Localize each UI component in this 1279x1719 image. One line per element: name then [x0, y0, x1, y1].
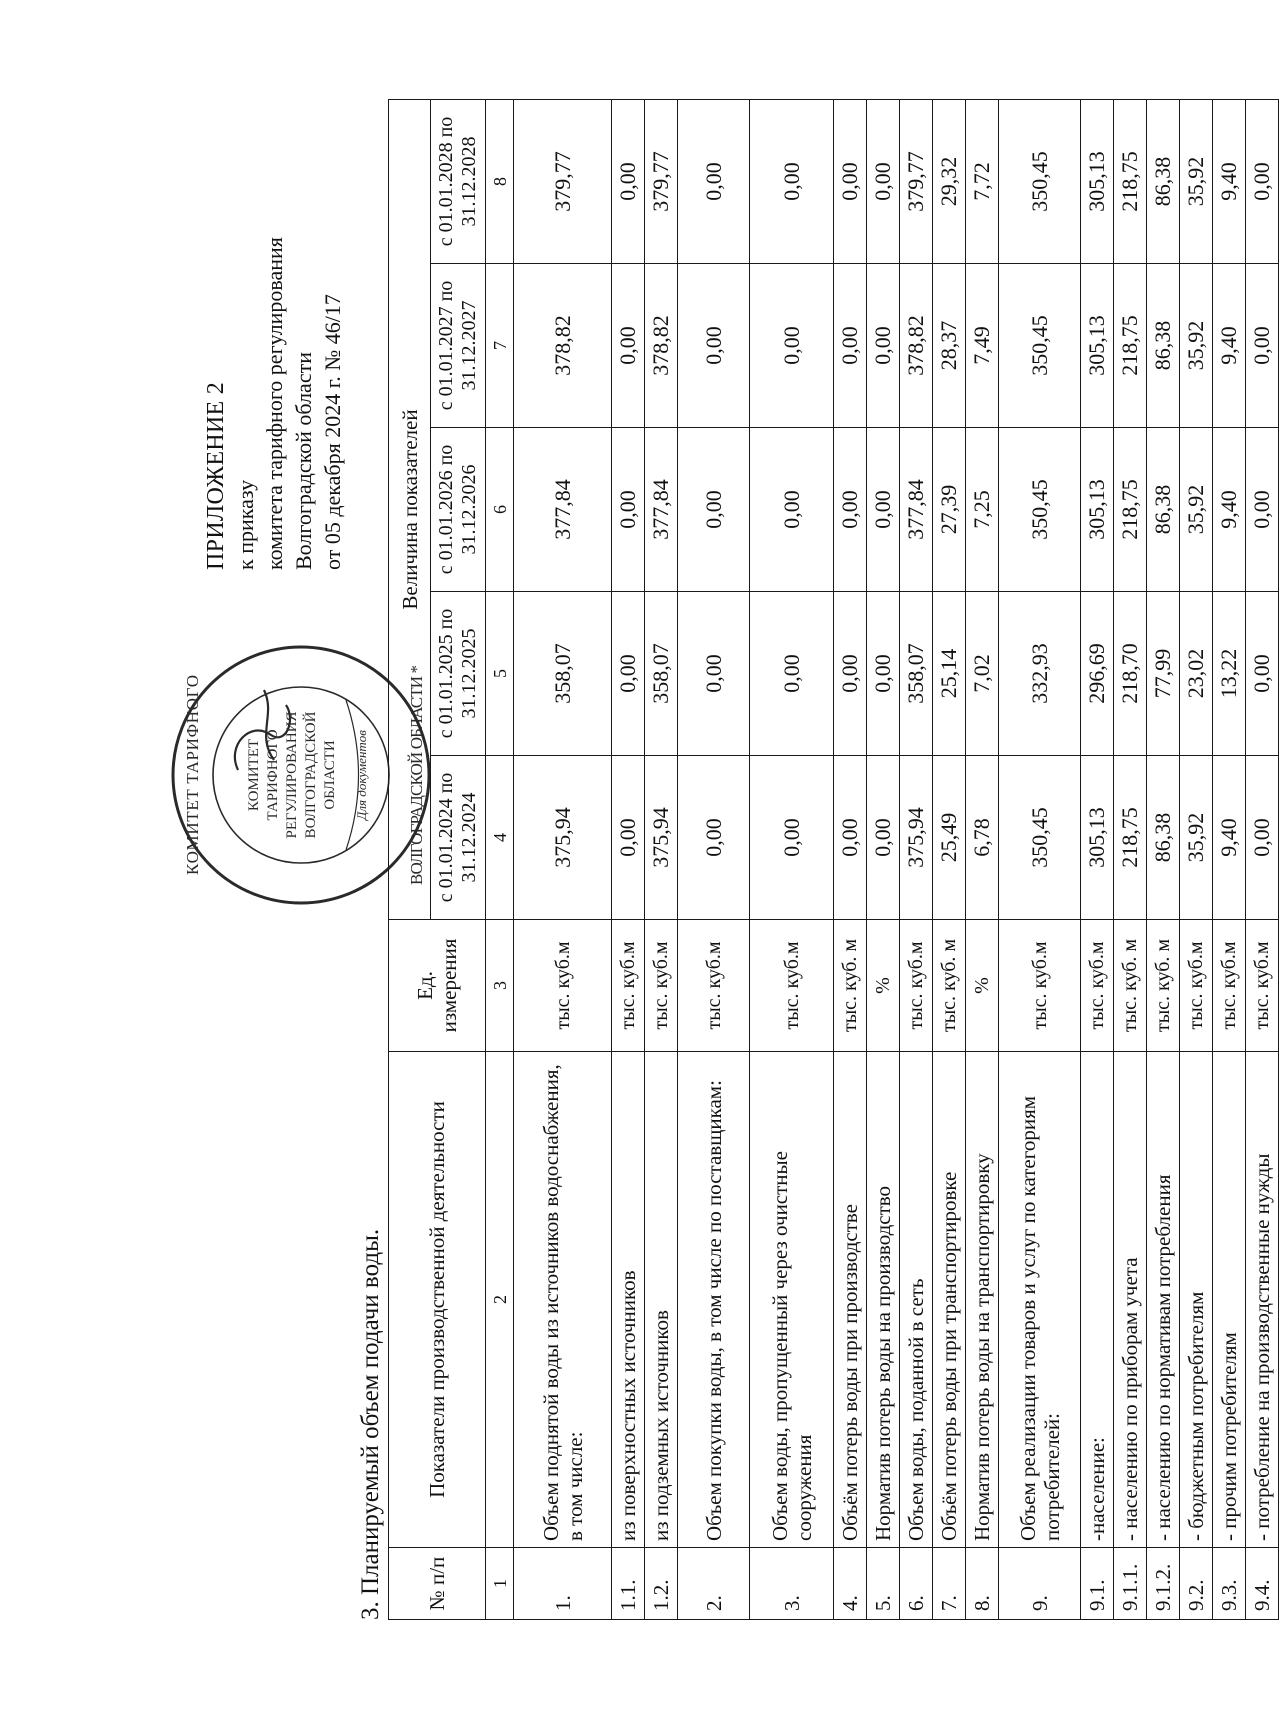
row-value: 0,00: [867, 592, 900, 756]
row-value: 13,22: [1213, 592, 1246, 756]
row-value: 332,93: [999, 592, 1081, 756]
row-value: 0,00: [834, 99, 867, 263]
row-indicator: -население:: [1081, 1052, 1114, 1548]
row-number: 9.3.: [1213, 1548, 1246, 1620]
row-value: 0,00: [612, 264, 645, 428]
row-value: 0,00: [612, 428, 645, 592]
row-value: 0,00: [678, 428, 750, 592]
row-value: 218,75: [1114, 428, 1147, 592]
row-value: 350,45: [999, 756, 1081, 920]
row-value: 9,40: [1213, 264, 1246, 428]
row-unit: тыс. куб.м: [645, 920, 678, 1052]
table-row: [1213, 99, 1246, 1619]
row-number: 9.: [999, 1548, 1081, 1620]
row-number: 9.4.: [1246, 1548, 1279, 1620]
header-period-2025: с 01.01.2025 по 31.12.2025: [431, 592, 486, 756]
row-indicator: Объём потерь воды при производстве: [834, 1052, 867, 1548]
row-value: 305,13: [1081, 428, 1114, 592]
row-value: 0,00: [678, 756, 750, 920]
row-value: 0,00: [612, 756, 645, 920]
row-value: 86,38: [1147, 756, 1180, 920]
table-row: [933, 99, 966, 1619]
row-value: 379,77: [514, 99, 612, 263]
row-value: 218,75: [1114, 264, 1147, 428]
row-value: 377,84: [645, 428, 678, 592]
row-unit: тыс. куб.м: [999, 920, 1081, 1052]
table-row: [966, 99, 999, 1619]
row-value: 6,78: [966, 756, 999, 920]
table-row: [645, 99, 678, 1619]
row-indicator: из подземных источников: [645, 1052, 678, 1548]
row-number: 9.2.: [1180, 1548, 1213, 1620]
row-unit: тыс. куб.м: [750, 920, 834, 1052]
row-value: 35,92: [1180, 428, 1213, 592]
row-value: 0,00: [612, 592, 645, 756]
row-unit: тыс. куб. м: [1114, 920, 1147, 1052]
row-value: 0,00: [750, 428, 834, 592]
row-value: 350,45: [999, 264, 1081, 428]
row-value: 305,13: [1081, 99, 1114, 263]
row-value: 0,00: [1246, 428, 1279, 592]
row-value: 25,49: [933, 756, 966, 920]
column-number: 3: [486, 920, 514, 1052]
row-unit: тыс. куб. м: [1147, 920, 1180, 1052]
row-unit: тыс. куб. м: [834, 920, 867, 1052]
row-unit: %: [867, 920, 900, 1052]
row-number: 9.1.2.: [1147, 1548, 1180, 1620]
row-number: 8.: [966, 1548, 999, 1620]
row-value: 0,00: [750, 99, 834, 263]
row-indicator: Объем покупки воды, в том числе по поставщикам:: [678, 1052, 750, 1548]
row-value: 0,00: [867, 428, 900, 592]
table-row: [612, 99, 645, 1619]
header-period-2024: с 01.01.2024 по 31.12.2024: [431, 756, 486, 920]
row-value: 350,45: [999, 428, 1081, 592]
row-unit: тыс. куб.м: [900, 920, 933, 1052]
row-value: 0,00: [834, 592, 867, 756]
row-unit: тыс. куб.м: [1246, 920, 1279, 1052]
table-row: [999, 99, 1081, 1619]
appendix-line: комитета тарифного регулирования: [262, 237, 287, 570]
appendix-line: от 05 декабря 2024 г. № 46/17: [320, 294, 345, 570]
row-value: 0,00: [750, 592, 834, 756]
row-value: 305,13: [1081, 264, 1114, 428]
row-value: 86,38: [1147, 428, 1180, 592]
document-page: [150, 60, 1274, 1680]
row-value: 0,00: [750, 264, 834, 428]
row-number: 5.: [867, 1548, 900, 1620]
row-number: 4.: [834, 1548, 867, 1620]
row-indicator: Объем воды, поданной в сеть: [900, 1052, 933, 1548]
svg-text:РЕГУЛИРОВАНИЯ: РЕГУЛИРОВАНИЯ: [284, 711, 300, 839]
row-value: 86,38: [1147, 99, 1180, 263]
row-value: 379,77: [645, 99, 678, 263]
row-value: 377,84: [900, 428, 933, 592]
row-value: 0,00: [750, 756, 834, 920]
row-value: 0,00: [834, 428, 867, 592]
header-period-2028: с 01.01.2028 по 31.12.2028: [431, 99, 486, 263]
row-value: 35,92: [1180, 99, 1213, 263]
table-row: [678, 99, 750, 1619]
row-unit: тыс. куб.м: [1081, 920, 1114, 1052]
row-value: 0,00: [678, 264, 750, 428]
row-value: 28,37: [933, 264, 966, 428]
table-row: [900, 99, 933, 1619]
svg-text:КОМИТЕТ ТАРИФНОГО: КОМИТЕТ ТАРИФНОГО: [183, 675, 202, 875]
column-number: 8: [486, 99, 514, 263]
row-value: 0,00: [1246, 756, 1279, 920]
row-value: 0,00: [1246, 264, 1279, 428]
row-value: 0,00: [1246, 99, 1279, 263]
column-number: 1: [486, 1548, 514, 1620]
header-num: № п/п: [389, 1548, 486, 1620]
row-value: 29,32: [933, 99, 966, 263]
appendix-line: к приказу: [233, 479, 258, 570]
svg-text:ВОЛГОГРАДСКОЙ ОБЛАСТИ *: ВОЛГОГРАДСКОЙ ОБЛАСТИ *: [407, 665, 426, 885]
row-value: 218,75: [1114, 756, 1147, 920]
row-value: 375,94: [900, 756, 933, 920]
row-indicator: Норматив потерь воды на производство: [867, 1052, 900, 1548]
row-value: 0,00: [834, 756, 867, 920]
row-value: 23,02: [1180, 592, 1213, 756]
row-number: 9.1.1.: [1114, 1548, 1147, 1620]
row-unit: тыс. куб.м: [678, 920, 750, 1052]
column-number: 6: [486, 428, 514, 592]
row-number: 6.: [900, 1548, 933, 1620]
appendix-line: Волгоградской области: [291, 352, 316, 570]
row-value: 358,07: [645, 592, 678, 756]
row-value: 27,39: [933, 428, 966, 592]
column-number: 4: [486, 756, 514, 920]
table-row: [750, 99, 834, 1619]
table-row: [1147, 99, 1180, 1619]
row-number: 3.: [750, 1548, 834, 1620]
row-value: 0,00: [834, 264, 867, 428]
row-indicator: Объем поднятой воды из источников водоснабжения, в том числе:: [514, 1052, 612, 1548]
row-value: 86,38: [1147, 264, 1180, 428]
row-number: 1.: [514, 1548, 612, 1620]
row-value: 296,69: [1081, 592, 1114, 756]
table-row: [1246, 99, 1279, 1619]
row-value: 9,40: [1213, 756, 1246, 920]
row-value: 218,70: [1114, 592, 1147, 756]
header-indicator: Показатели производственной деятельности: [389, 1052, 486, 1548]
row-value: 0,00: [678, 99, 750, 263]
row-unit: тыс. куб.м: [612, 920, 645, 1052]
table-row: [1114, 99, 1147, 1619]
row-value: 7,49: [966, 264, 999, 428]
row-unit: тыс. куб. м: [933, 920, 966, 1052]
row-value: 25,14: [933, 592, 966, 756]
section-title: 3. Планируемый объем подачи воды.: [357, 1228, 384, 1620]
table-row: [867, 99, 900, 1619]
svg-text:КОМИТЕТ: КОМИТЕТ: [246, 738, 262, 812]
svg-text:ВОЛГОГРАДСКОЙ: ВОЛГОГРАДСКОЙ: [303, 711, 319, 839]
row-number: 9.1.: [1081, 1548, 1114, 1620]
row-value: 0,00: [1246, 592, 1279, 756]
row-unit: тыс. куб.м: [1180, 920, 1213, 1052]
table-row: [1081, 99, 1114, 1619]
row-value: 375,94: [645, 756, 678, 920]
row-indicator: Норматив потерь воды на транспортировку: [966, 1052, 999, 1548]
row-value: 305,13: [1081, 756, 1114, 920]
row-value: 77,99: [1147, 592, 1180, 756]
column-number: 2: [486, 1052, 514, 1548]
row-value: 358,07: [514, 592, 612, 756]
row-value: 7,72: [966, 99, 999, 263]
header-period-2027: с 01.01.2027 по 31.12.2027: [431, 264, 486, 428]
row-value: 0,00: [612, 99, 645, 263]
row-indicator: из поверхностных источников: [612, 1052, 645, 1548]
appendix-title: ПРИЛОЖЕНИЕ 2: [203, 381, 229, 570]
row-value: 9,40: [1213, 428, 1246, 592]
header-period-2026: с 01.01.2026 по 31.12.2026: [431, 428, 486, 592]
water-supply-table: [388, 99, 1279, 1620]
row-value: 378,82: [514, 264, 612, 428]
appendix-block: [202, 100, 347, 570]
header-values-group: Величина показателей: [389, 99, 431, 919]
row-value: 378,82: [645, 264, 678, 428]
row-indicator: - потребление на производственные нужды: [1246, 1052, 1279, 1548]
row-unit: тыс. куб.м: [1213, 920, 1246, 1052]
row-value: 7,25: [966, 428, 999, 592]
row-value: 0,00: [678, 592, 750, 756]
row-value: 0,00: [867, 264, 900, 428]
row-value: 377,84: [514, 428, 612, 592]
row-value: 218,75: [1114, 99, 1147, 263]
row-value: 350,45: [999, 99, 1081, 263]
row-indicator: Объем воды, пропущенный через очистные сооружения: [750, 1052, 834, 1548]
column-number: 7: [486, 264, 514, 428]
row-number: 7.: [933, 1548, 966, 1620]
row-value: 0,00: [867, 756, 900, 920]
row-number: 1.2.: [645, 1548, 678, 1620]
table-row: [514, 99, 612, 1619]
row-number: 2.: [678, 1548, 750, 1620]
row-value: 375,94: [514, 756, 612, 920]
svg-text:ТАРИФНОГО: ТАРИФНОГО: [265, 729, 281, 821]
column-number: 5: [486, 592, 514, 756]
row-indicator: - населению по нормативам потребления: [1147, 1052, 1180, 1548]
row-value: 7,02: [966, 592, 999, 756]
table-row: [834, 99, 867, 1619]
row-indicator: - прочим потребителям: [1213, 1052, 1246, 1548]
table-row: [1180, 99, 1213, 1619]
svg-text:ОБЛАСТИ: ОБЛАСТИ: [322, 740, 338, 810]
row-indicator: - бюджетным потребителям: [1180, 1052, 1213, 1548]
row-value: 35,92: [1180, 264, 1213, 428]
row-value: 379,77: [900, 99, 933, 263]
row-value: 0,00: [867, 99, 900, 263]
row-indicator: - населению по приборам учета: [1114, 1052, 1147, 1548]
row-unit: тыс. куб.м: [514, 920, 612, 1052]
row-value: 9,40: [1213, 99, 1246, 263]
row-value: 358,07: [900, 592, 933, 756]
row-value: 35,92: [1180, 756, 1213, 920]
row-indicator: Объём потерь воды при транспортировке: [933, 1052, 966, 1548]
header-unit: Ед. измерения: [389, 920, 486, 1052]
row-value: 378,82: [900, 264, 933, 428]
svg-text:Для документов: Для документов: [354, 730, 369, 820]
row-unit: %: [966, 920, 999, 1052]
row-indicator: Объем реализации товаров и услуг по категориям потребителей:: [999, 1052, 1081, 1548]
row-number: 1.1.: [612, 1548, 645, 1620]
